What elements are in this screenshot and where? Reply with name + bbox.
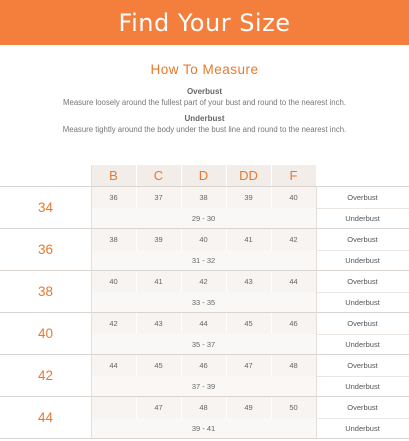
overbust-cell: 38 bbox=[199, 193, 208, 202]
cell-divider bbox=[181, 229, 182, 250]
overbust-cell: 50 bbox=[289, 403, 298, 412]
overbust-cell: 49 bbox=[244, 403, 253, 412]
header-divider bbox=[226, 165, 227, 186]
overbust-cell: 36 bbox=[109, 193, 118, 202]
cell-divider bbox=[271, 271, 272, 292]
overbust-cell: 48 bbox=[289, 361, 298, 370]
underbust-row-label: Underbust bbox=[345, 382, 380, 391]
overbust-row-label: Overbust bbox=[347, 193, 378, 202]
overbust-cell: 44 bbox=[109, 361, 118, 370]
cell-divider bbox=[271, 313, 272, 334]
underbust-value: 29 - 30 bbox=[191, 214, 216, 223]
cup-header-c: C bbox=[153, 168, 164, 183]
overbust-cell: 44 bbox=[199, 319, 208, 328]
underbust-row-label: Underbust bbox=[345, 256, 380, 265]
overbust-cell: 41 bbox=[244, 235, 253, 244]
overbust-cell: 42 bbox=[109, 319, 118, 328]
band-size-36: 36 bbox=[37, 241, 54, 257]
overbust-cell: 47 bbox=[244, 361, 253, 370]
underbust-value: 33 - 35 bbox=[191, 298, 216, 307]
cell-divider bbox=[181, 355, 182, 376]
overbust-cell: 39 bbox=[154, 235, 163, 244]
header-divider bbox=[181, 165, 182, 186]
overbust-cell: 45 bbox=[154, 361, 163, 370]
band-size-42: 42 bbox=[37, 367, 54, 383]
overbust-cell: 39 bbox=[244, 193, 253, 202]
overbust-cell: 42 bbox=[289, 235, 298, 244]
cell-divider bbox=[136, 397, 137, 418]
overbust-description: Measure loosely around the fullest part of your bust and round to the nearest inch. bbox=[62, 98, 347, 107]
cell-divider bbox=[226, 355, 227, 376]
underbust-row-label: Underbust bbox=[345, 424, 380, 433]
cell-divider bbox=[271, 229, 272, 250]
cell-divider bbox=[226, 271, 227, 292]
cell-divider bbox=[226, 229, 227, 250]
overbust-row-label: Overbust bbox=[347, 361, 378, 370]
underbust-row-label: Underbust bbox=[345, 298, 380, 307]
band-size-34: 34 bbox=[37, 199, 54, 215]
cell-divider bbox=[136, 313, 137, 334]
overbust-cell: 43 bbox=[154, 319, 163, 328]
cell-divider bbox=[181, 397, 182, 418]
cell-divider bbox=[136, 355, 137, 376]
overbust-row-label: Overbust bbox=[347, 277, 378, 286]
overbust-row-label: Overbust bbox=[347, 403, 378, 412]
cell-divider bbox=[136, 187, 137, 208]
overbust-cell: 40 bbox=[289, 193, 298, 202]
overbust-cell: 48 bbox=[199, 403, 208, 412]
cell-divider bbox=[271, 397, 272, 418]
overbust-row-label: Overbust bbox=[347, 235, 378, 244]
overbust-cell: 43 bbox=[244, 277, 253, 286]
overbust-cell: 42 bbox=[199, 277, 208, 286]
overbust-cell bbox=[91, 397, 136, 418]
table-left-rule bbox=[91, 165, 92, 438]
underbust-value: 31 - 32 bbox=[191, 256, 216, 265]
overbust-title: Overbust bbox=[186, 87, 223, 96]
overbust-cell: 44 bbox=[289, 277, 298, 286]
underbust-description: Measure tightly around the body under the bust line and round to the nearest inch. bbox=[62, 125, 347, 134]
band-size-38: 38 bbox=[37, 283, 54, 299]
page-title: Find Your Size bbox=[118, 8, 291, 37]
overbust-cell: 45 bbox=[244, 319, 253, 328]
cell-divider bbox=[226, 397, 227, 418]
cell-divider bbox=[226, 313, 227, 334]
underbust-title: Underbust bbox=[184, 114, 225, 123]
overbust-cell: 46 bbox=[289, 319, 298, 328]
table-right-rule bbox=[316, 186, 317, 438]
header-divider bbox=[271, 165, 272, 186]
underbust-row-label: Underbust bbox=[345, 214, 380, 223]
underbust-value: 35 - 37 bbox=[191, 340, 216, 349]
overbust-cell: 46 bbox=[199, 361, 208, 370]
cup-header-f: F bbox=[289, 168, 298, 183]
underbust-row-label: Underbust bbox=[345, 340, 380, 349]
table-bottom-border bbox=[0, 438, 409, 439]
cell-divider bbox=[181, 271, 182, 292]
cell-divider bbox=[136, 229, 137, 250]
cup-header-d: D bbox=[198, 168, 209, 183]
overbust-row-label: Overbust bbox=[347, 319, 378, 328]
band-size-44: 44 bbox=[37, 409, 54, 425]
underbust-value: 39 - 41 bbox=[191, 424, 216, 433]
cup-header-dd: DD bbox=[239, 168, 258, 183]
cell-divider bbox=[226, 187, 227, 208]
overbust-cell: 47 bbox=[154, 403, 163, 412]
cell-divider bbox=[271, 187, 272, 208]
cell-divider bbox=[271, 355, 272, 376]
header-banner bbox=[0, 0, 409, 45]
band-size-40: 40 bbox=[37, 325, 54, 341]
cell-divider bbox=[181, 187, 182, 208]
overbust-cell: 37 bbox=[154, 193, 163, 202]
cup-header-b: B bbox=[109, 168, 118, 183]
cell-divider bbox=[181, 313, 182, 334]
overbust-cell: 40 bbox=[199, 235, 208, 244]
cell-divider bbox=[136, 271, 137, 292]
underbust-value: 37 - 39 bbox=[191, 382, 216, 391]
overbust-cell: 38 bbox=[109, 235, 118, 244]
overbust-cell: 40 bbox=[109, 277, 118, 286]
overbust-cell: 41 bbox=[154, 277, 163, 286]
header-divider bbox=[136, 165, 137, 186]
how-to-measure-title: How To Measure bbox=[150, 62, 259, 77]
